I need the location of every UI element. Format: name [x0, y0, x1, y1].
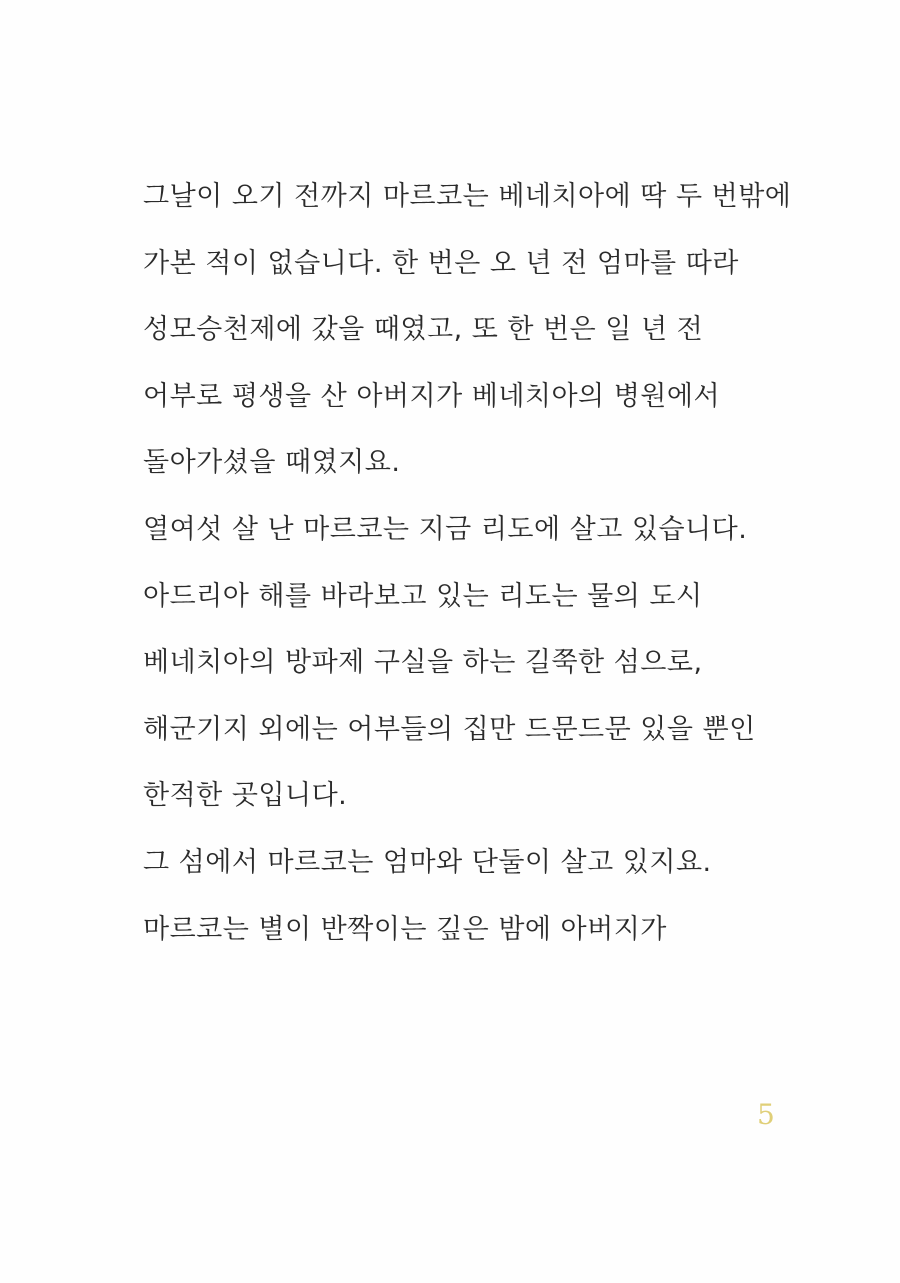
- text-line-1: 그날이 오기 전까지 마르코는 베네치아에 딱 두 번밖에: [143, 181, 792, 212]
- text-line-3: 성모승천제에 갔을 때였고, 또 한 번은 일 년 전: [143, 314, 704, 346]
- text-line-12: 마르코는 별이 반짝이는 깊은 밤에 아버지가: [143, 913, 667, 945]
- text-line-4: 어부로 평생을 산 아버지가 베네치아의 병원에서: [143, 380, 721, 412]
- text-line-5: 돌아가셨을 때였지요.: [143, 447, 401, 479]
- text-line-9: 해군기지 외에는 어부들의 집만 드문드문 있을 뿐인: [143, 713, 756, 745]
- body-text: [143, 180, 823, 946]
- text-line-8: 베네치아의 방파제 구실을 하는 길쭉한 섬으로,: [143, 647, 703, 679]
- text-line-11: 그 섬에서 마르코는 엄마와 단둘이 살고 있지요.: [143, 846, 712, 878]
- text-line-6: 열여섯 살 난 마르코는 지금 리도에 살고 있습니다.: [143, 513, 748, 545]
- text-line-2: 가본 적이 없습니다. 한 번은 오 년 전 엄마를 따라: [143, 247, 739, 279]
- text-line-10: 한적한 곳입니다.: [143, 780, 348, 812]
- text-line-7: 아드리아 해를 바라보고 있는 리도는 물의 도시: [143, 580, 703, 612]
- page-number: 5: [757, 1098, 775, 1131]
